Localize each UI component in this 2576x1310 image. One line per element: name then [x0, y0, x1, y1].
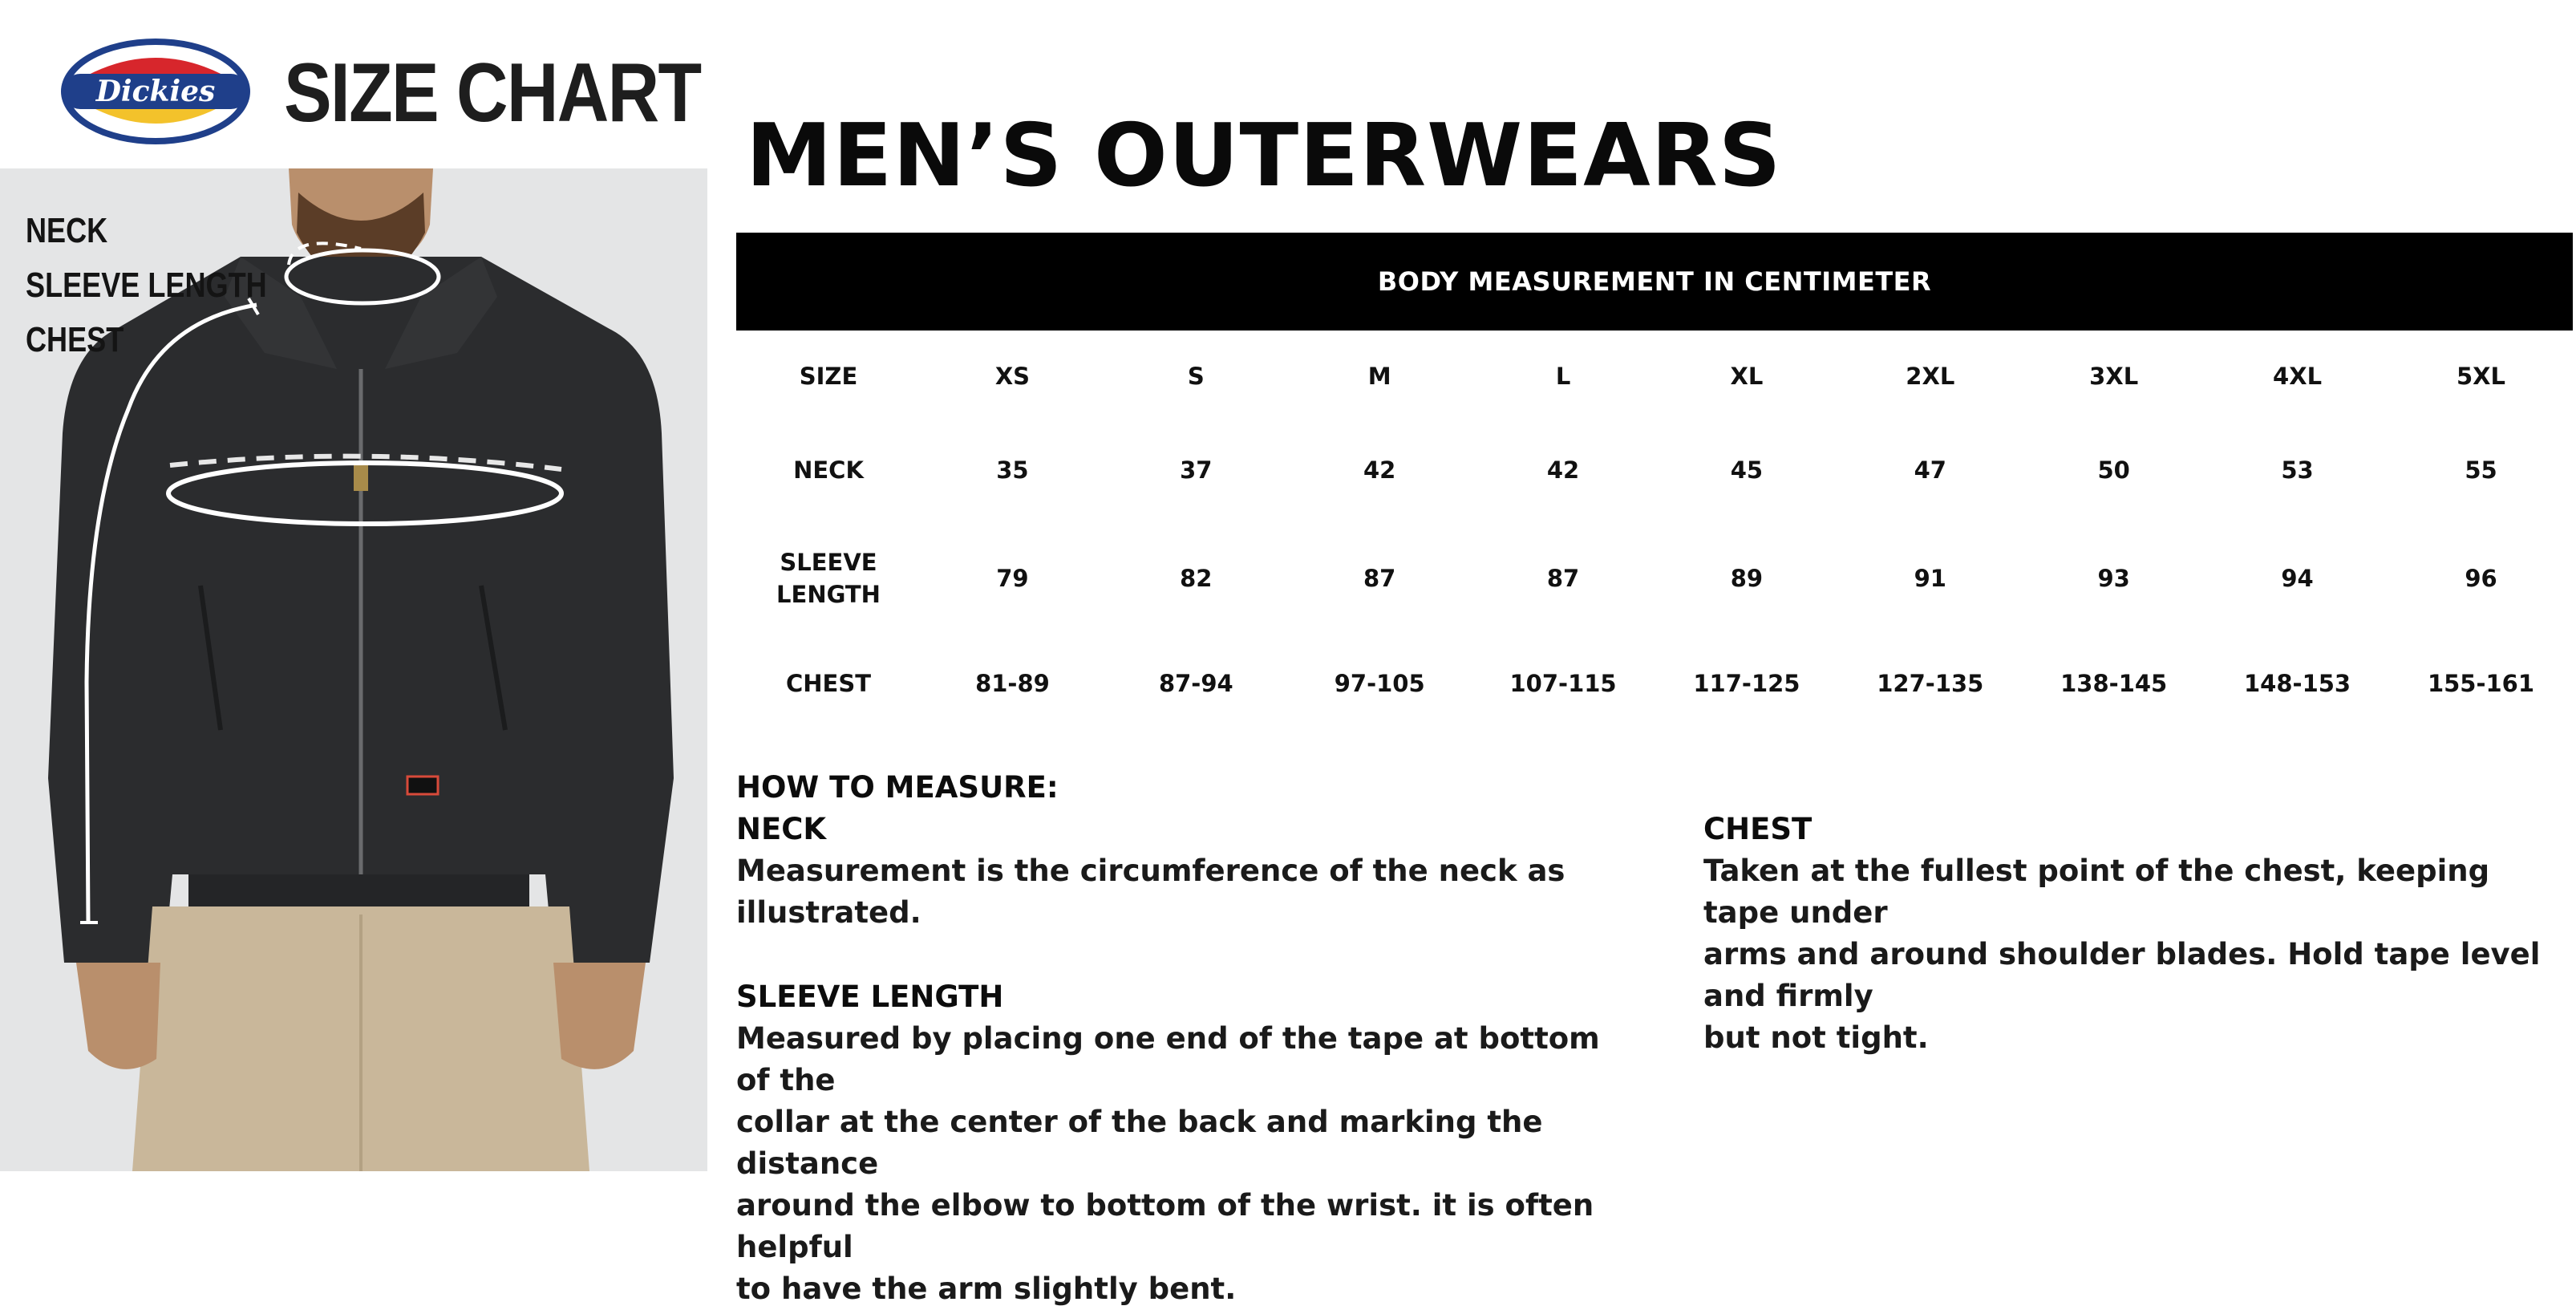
chest-text-line: arms and around shoulder blades. Hold tape level and firmly — [1703, 937, 2541, 1013]
value-cell: 127-135 — [1877, 670, 1984, 697]
chest-text-line: but not tight. — [1703, 1020, 1929, 1055]
size-cell: 5XL — [2456, 363, 2506, 390]
how-to-measure-chest — [1703, 809, 2570, 1059]
row-label: CHEST — [785, 670, 872, 697]
row-label — [736, 518, 921, 639]
value-cell: 35 — [996, 456, 1029, 484]
value-cell: 155-161 — [2427, 670, 2535, 697]
value-cell: 96 — [2465, 565, 2497, 592]
value-cell: 82 — [1180, 565, 1213, 592]
how-to-measure-neck — [736, 767, 1618, 934]
row-label: NECK — [793, 456, 864, 484]
size-cell: L — [1555, 363, 1571, 390]
sleeve-length-heading: SLEEVE LENGTH — [736, 979, 1004, 1014]
row-label-line: SLEEVE — [780, 549, 877, 576]
size-cell: S — [1187, 363, 1205, 390]
value-cell: 93 — [2097, 565, 2130, 592]
measurement-labels — [26, 204, 320, 367]
value-cell: 138-145 — [2060, 670, 2168, 697]
value-cell: 55 — [2465, 456, 2497, 484]
value-cell: 107-115 — [1509, 670, 1617, 697]
dickies-logo — [59, 35, 252, 148]
size-chart-title: SIZE CHART — [284, 47, 701, 140]
row-label: SIZE — [799, 363, 858, 390]
size-cell: 4XL — [2273, 363, 2323, 390]
value-cell: 117-125 — [1693, 670, 1800, 697]
logo-text: Dickies — [95, 75, 216, 108]
size-table — [736, 233, 2573, 728]
label-sleeve-length: SLEEVE LENGTH — [26, 266, 267, 305]
size-cell: 3XL — [2089, 363, 2139, 390]
neck-text-line: illustrated. — [736, 895, 921, 930]
row-label-line: LENGTH — [776, 581, 881, 608]
sleeve-text-line: collar at the center of the back and marking the distance — [736, 1105, 1543, 1181]
sleeve-text-line: around the elbow to bottom of the wrist. it is often helpful — [736, 1188, 1594, 1264]
value-cell: 87 — [1363, 565, 1396, 592]
page-heading: MEN’S OUTERWEARS — [746, 106, 1782, 206]
value-cell: 37 — [1180, 456, 1213, 484]
value-cell: 97-105 — [1334, 670, 1425, 697]
value-cell: 87-94 — [1158, 670, 1233, 697]
table-row-neck — [736, 422, 2573, 518]
table-row-size — [736, 331, 2573, 422]
value-cell: 87 — [1546, 565, 1580, 592]
chest-heading: CHEST — [1703, 812, 1813, 846]
value-cell: 42 — [1546, 456, 1580, 484]
sleeve-text-line: Measured by placing one end of the tape at bottom of the — [736, 1021, 1600, 1097]
sleeve-text-line: to have the arm slightly bent. — [736, 1271, 1237, 1306]
measurement-grid — [736, 331, 2573, 728]
value-cell: 42 — [1363, 456, 1396, 484]
size-cell: XL — [1730, 363, 1764, 390]
label-chest: CHEST — [26, 320, 124, 359]
value-cell: 50 — [2097, 456, 2130, 484]
value-cell: 91 — [1914, 565, 1946, 592]
value-cell: 148-153 — [2244, 670, 2351, 697]
value-cell: 81-89 — [975, 670, 1050, 697]
size-cell: 2XL — [1906, 363, 1955, 390]
table-row-sleeve-length — [736, 518, 2573, 639]
size-cell: M — [1367, 363, 1391, 390]
how-to-measure-sleeve — [736, 976, 1626, 1310]
value-cell: 89 — [1730, 565, 1764, 592]
value-cell: 79 — [996, 565, 1029, 592]
table-row-chest — [736, 639, 2573, 728]
table-banner: BODY MEASUREMENT IN CENTIMETER — [736, 233, 2573, 331]
value-cell: 45 — [1730, 456, 1764, 484]
value-cell: 47 — [1914, 456, 1946, 484]
value-cell: 53 — [2281, 456, 2314, 484]
label-neck: NECK — [26, 211, 108, 250]
neck-text-line: Measurement is the circumference of the neck as — [736, 854, 1565, 888]
value-cell: 94 — [2281, 565, 2314, 592]
size-cell: XS — [994, 363, 1031, 390]
chest-text-line: Taken at the fullest point of the chest, keeping tape under — [1703, 854, 2490, 930]
neck-heading: NECK — [736, 812, 827, 846]
how-to-measure-title: HOW TO MEASURE: — [736, 770, 1059, 805]
